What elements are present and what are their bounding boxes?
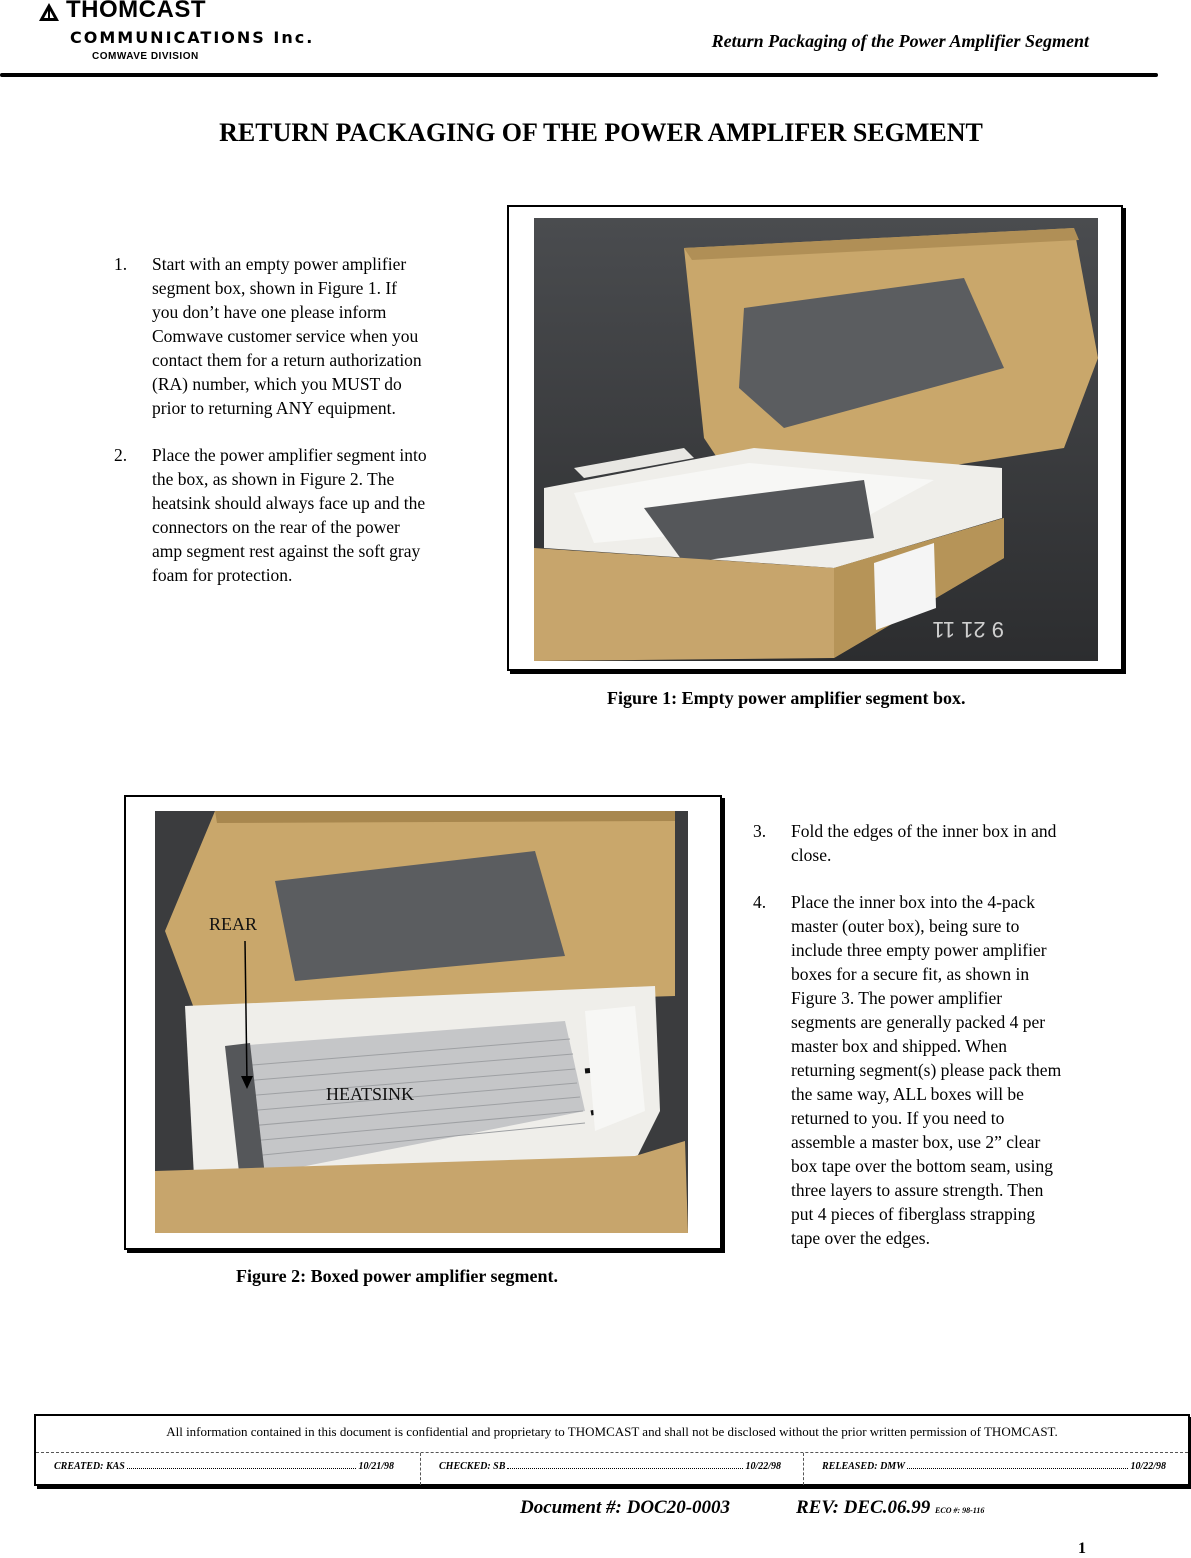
step-line: (RA) number, which you MUST do	[152, 374, 402, 394]
figure-1-photo	[534, 218, 1098, 661]
step-line: contact them for a return authorization	[152, 350, 422, 370]
step-line: Start with an empty power amplifier	[152, 254, 407, 274]
figure-1-frame	[507, 205, 1123, 671]
step-line: heatsink should always face up and the	[152, 493, 426, 513]
step-line: segments are generally packed 4 per	[791, 1012, 1046, 1032]
document-number: Document #: DOC20-0003	[520, 1497, 731, 1518]
step-line: assemble a master box, use 2” clear	[791, 1132, 1041, 1152]
step-line: Comwave customer service when you	[152, 326, 419, 346]
figure-1-caption: Figure 1: Empty power amplifier segment box.	[607, 688, 966, 708]
figure-2-frame	[124, 795, 722, 1250]
empty-box-illustration	[534, 218, 1098, 661]
header-divider	[0, 73, 1158, 77]
step-line: prior to returning ANY equipment.	[152, 398, 396, 418]
step-line: master (outer box), being sure to	[791, 916, 1020, 936]
step-text	[791, 890, 1061, 1250]
dot-leader	[127, 1460, 357, 1469]
dot-leader	[907, 1460, 1128, 1469]
released-cell	[822, 1460, 1166, 1472]
step-number: 4.	[753, 892, 767, 912]
step-line: foam for protection.	[152, 565, 293, 585]
sig-divider	[420, 1453, 422, 1485]
step-text	[152, 252, 422, 420]
step-line: you don’t have one please inform	[152, 302, 387, 322]
step-line: Place the inner box into the 4-pack	[791, 892, 1035, 912]
step-line: the same way, ALL boxes will be	[791, 1084, 1024, 1104]
page-number: 1	[1078, 1540, 1086, 1557]
created-date: 10/21/98	[358, 1461, 394, 1472]
running-title: Return Packaging of the Power Amplifier Segment	[711, 31, 1089, 51]
step-line: amp segment rest against the soft gray	[152, 541, 421, 561]
step-line: tape over the edges.	[791, 1228, 930, 1248]
checked-cell	[439, 1460, 781, 1472]
checked-label: CHECKED: SB	[439, 1461, 506, 1472]
table-marks: 9 21 11	[932, 617, 1004, 642]
company-logo	[38, 0, 338, 70]
step-line: include three empty power amplifier	[791, 940, 1047, 960]
step-line: Place the power amplifier segment into	[152, 445, 427, 465]
step-line: connectors on the rear of the power	[152, 517, 400, 537]
step-line: three layers to assure strength. Then	[791, 1180, 1044, 1200]
step-text	[152, 443, 427, 587]
step-line: the box, as shown in Figure 2. The	[152, 469, 395, 489]
released-date: 10/22/98	[1130, 1461, 1166, 1472]
revision-text: REV: DEC.06.99	[796, 1497, 931, 1518]
step-line: put 4 pieces of fiberglass strapping	[791, 1204, 1036, 1224]
step-line: master box and shipped. When	[791, 1036, 1007, 1056]
boxed-segment-illustration	[155, 811, 688, 1233]
thomcast-logo-icon	[38, 2, 60, 24]
page-title: RETURN PACKAGING OF THE POWER AMPLIFER SEGMENT	[219, 118, 983, 147]
step-line: box tape over the bottom seam, using	[791, 1156, 1053, 1176]
footer-box	[34, 1414, 1190, 1486]
confidentiality-notice: All information contained in this document is confidential and proprietary to THOMCAST and shall not be disclosed without the prior written permission of THOMCAST.	[166, 1424, 1058, 1439]
signature-row	[36, 1452, 1188, 1485]
rear-label: REAR	[209, 914, 258, 934]
step-number: 1.	[114, 254, 128, 274]
step-number: 2.	[114, 445, 128, 465]
figure-2-photo	[155, 811, 688, 1233]
heatsink-label: HEATSINK	[326, 1084, 414, 1104]
brand-division: COMWAVE DIVISION	[92, 51, 199, 62]
step-text	[791, 819, 1056, 867]
step-line: returning segment(s) please pack them	[791, 1060, 1062, 1080]
sig-divider	[803, 1453, 805, 1485]
step-line: boxes for a secure fit, as shown in	[791, 964, 1030, 984]
figure-2-caption: Figure 2: Boxed power amplifier segment.	[236, 1266, 558, 1286]
created-cell	[54, 1460, 394, 1472]
revision	[796, 1497, 984, 1519]
dot-leader	[507, 1460, 743, 1469]
eco-number: ECO #: 98-116	[935, 1506, 985, 1515]
brand-name: THOMCAST	[66, 0, 206, 23]
step-line: returned to you. If you need to	[791, 1108, 1005, 1128]
brand-sub: COMMUNICATIONS Inc.	[70, 28, 315, 47]
step-number: 3.	[753, 821, 767, 841]
created-label: CREATED: KAS	[54, 1461, 125, 1472]
step-line: Figure 3. The power amplifier	[791, 988, 1003, 1008]
step-line: segment box, shown in Figure 1. If	[152, 278, 397, 298]
step-line: close.	[791, 845, 832, 865]
checked-date: 10/22/98	[745, 1461, 781, 1472]
released-label: RELEASED: DMW	[822, 1461, 906, 1472]
step-line: Fold the edges of the inner box in and	[791, 821, 1057, 841]
